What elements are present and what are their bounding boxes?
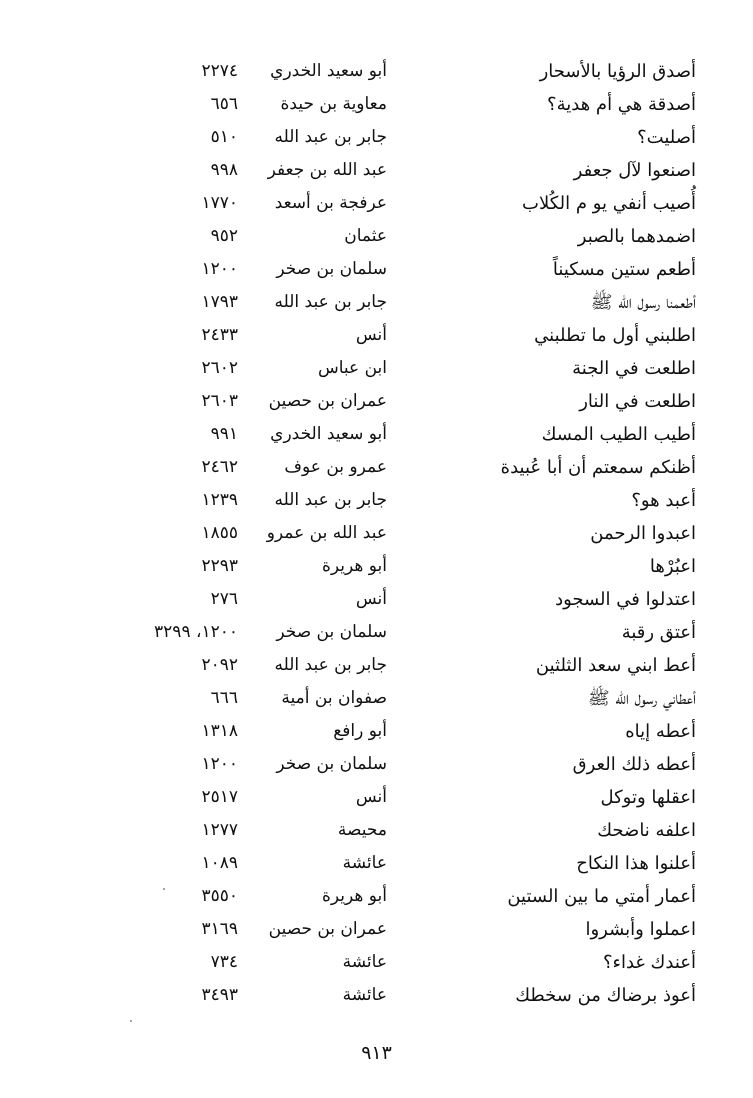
narrator-name: جابر بن عبد الله xyxy=(274,490,387,510)
index-row xyxy=(0,682,753,715)
hadith-number: ٦٥٦ xyxy=(210,94,238,114)
hadith-phrase: أصدقة هي أم هدية؟ xyxy=(547,94,696,115)
hadith-number: ٦٦٦ xyxy=(210,688,238,708)
hadith-number: ١٢٠٠، ٣٢٩٩ xyxy=(154,622,238,642)
hadith-phrase: أعوذ برضاك من سخطك xyxy=(515,985,696,1006)
hadith-number: ٢٦٠٣ xyxy=(201,391,238,411)
narrator-name: ابن عباس xyxy=(317,358,387,378)
hadith-number: ١٢٧٧ xyxy=(201,820,238,840)
index-row xyxy=(0,814,753,847)
hadith-phrase: أعبد هو؟ xyxy=(631,490,696,511)
hadith-phrase: أصليت؟ xyxy=(637,127,696,148)
narrator-name: سلمان بن صخر xyxy=(276,259,387,279)
hadith-number: ٩٩١ xyxy=(210,424,238,444)
narrator-name: عبد الله بن جعفر xyxy=(267,160,387,180)
hadith-phrase: اعبُرْها xyxy=(649,556,696,577)
narrator-name: أبو هريرة xyxy=(321,556,387,576)
hadith-phrase: أعمار أمتي ما بين الستين xyxy=(507,886,696,907)
narrator-name: عمرو بن عوف xyxy=(284,457,387,477)
hadith-number: ٢٤٦٢ xyxy=(201,457,238,477)
narrator-name: سلمان بن صخر xyxy=(276,754,387,774)
narrator-name: عمران بن حصين xyxy=(268,919,387,939)
hadith-phrase: أعطاني رسول الله ﷺ xyxy=(587,688,696,709)
index-row xyxy=(0,517,753,550)
narrator-name: معاوية بن حيدة xyxy=(280,94,387,114)
narrator-name: عبد الله بن عمرو xyxy=(266,523,387,543)
hadith-number: ١٢٠٠ xyxy=(201,754,238,774)
narrator-name: صفوان بن أمية xyxy=(281,688,387,708)
speck xyxy=(130,1020,132,1022)
index-row xyxy=(0,385,753,418)
index-row xyxy=(0,319,753,352)
index-entries xyxy=(0,55,753,1012)
hadith-number: ٩٩٨ xyxy=(210,160,238,180)
hadith-number: ٢٢٩٣ xyxy=(201,556,238,576)
hadith-phrase: اصنعوا لآل جعفر xyxy=(573,160,696,181)
narrator-name: أبو سعيد الخدري xyxy=(270,61,387,81)
index-row xyxy=(0,880,753,913)
hadith-phrase: أعطه إياه xyxy=(625,721,696,742)
hadith-phrase: اعملوا وأبشروا xyxy=(585,919,696,940)
hadith-number: ٩٥٢ xyxy=(210,226,238,246)
index-row xyxy=(0,88,753,121)
index-row xyxy=(0,286,753,319)
hadith-phrase: أصدق الرؤيا بالأسحار xyxy=(539,61,696,82)
narrator-name: جابر بن عبد الله xyxy=(274,292,387,312)
speck xyxy=(163,888,165,890)
hadith-phrase: أطعمنا رسول الله ﷺ xyxy=(590,292,696,313)
narrator-name: أبو رافع xyxy=(333,721,387,741)
hadith-phrase: أطعم ستين مسكيناً xyxy=(552,259,696,280)
index-row xyxy=(0,979,753,1012)
narrator-name: عمران بن حصين xyxy=(268,391,387,411)
hadith-number: ١٨٥٥ xyxy=(201,523,238,543)
narrator-name: أنس xyxy=(355,589,387,609)
index-row xyxy=(0,484,753,517)
index-row xyxy=(0,220,753,253)
hadith-phrase: أعلنوا هذا النكاح xyxy=(576,853,696,874)
hadith-number: ٢٤٣٣ xyxy=(201,325,238,345)
narrator-name: أنس xyxy=(355,787,387,807)
hadith-number: ٣٥٥٠ xyxy=(201,886,238,906)
hadith-phrase: اعقلها وتوكل xyxy=(600,787,696,808)
index-row xyxy=(0,451,753,484)
hadith-number: ٣١٦٩ xyxy=(201,919,238,939)
hadith-number: ١٣١٨ xyxy=(201,721,238,741)
hadith-number: ١٠٨٩ xyxy=(201,853,238,873)
narrator-name: عائشة xyxy=(342,952,387,972)
index-row xyxy=(0,418,753,451)
index-row xyxy=(0,55,753,88)
hadith-phrase: أظنكم سمعتم أن أبا عُبيدة xyxy=(500,457,696,478)
index-row xyxy=(0,550,753,583)
hadith-number: ٢٧٦ xyxy=(210,589,238,609)
hadith-number: ١٧٩٣ xyxy=(201,292,238,312)
index-row xyxy=(0,616,753,649)
narrator-name: عائشة xyxy=(342,985,387,1005)
index-row xyxy=(0,748,753,781)
hadith-phrase: أعتق رقبة xyxy=(621,622,696,643)
narrator-name: عثمان xyxy=(344,226,387,246)
narrator-name: عائشة xyxy=(342,853,387,873)
index-row xyxy=(0,847,753,880)
narrator-name: سلمان بن صخر xyxy=(276,622,387,642)
hadith-phrase: اطلعت في النار xyxy=(579,391,696,412)
index-row xyxy=(0,154,753,187)
narrator-name: عرفجة بن أسعد xyxy=(274,193,387,213)
index-row xyxy=(0,121,753,154)
hadith-number: ٥١٠ xyxy=(210,127,238,147)
page-number: ٩١٣ xyxy=(361,1042,392,1064)
hadith-number: ١٧٧٠ xyxy=(201,193,238,213)
hadith-number: ٣٤٩٣ xyxy=(201,985,238,1005)
index-row xyxy=(0,781,753,814)
index-row xyxy=(0,649,753,682)
hadith-phrase: اعتدلوا في السجود xyxy=(555,589,696,610)
index-row xyxy=(0,253,753,286)
hadith-phrase: أُصيب أنفي يو م الكُلاب xyxy=(522,193,696,214)
index-row xyxy=(0,913,753,946)
hadith-phrase: اطلعت في الجنة xyxy=(572,358,696,379)
hadith-number: ٧٣٤ xyxy=(210,952,238,972)
index-row xyxy=(0,715,753,748)
hadith-phrase: أعندك غداء؟ xyxy=(602,952,696,973)
hadith-number: ٢٥١٧ xyxy=(201,787,238,807)
hadith-phrase: أطيب الطيب المسك xyxy=(541,424,696,445)
index-row xyxy=(0,583,753,616)
narrator-name: محيصة xyxy=(337,820,387,840)
hadith-phrase: اضمدهما بالصبر xyxy=(577,226,696,247)
hadith-number: ١٢٣٩ xyxy=(201,490,238,510)
hadith-phrase: اعلفه ناضحك xyxy=(597,820,696,841)
narrator-name: أنس xyxy=(355,325,387,345)
index-row xyxy=(0,187,753,220)
index-row xyxy=(0,352,753,385)
hadith-phrase: اطلبني أول ما تطلبني xyxy=(534,325,696,346)
hadith-number: ٢٦٠٢ xyxy=(201,358,238,378)
hadith-phrase: أعطه ذلك العرق xyxy=(572,754,696,775)
narrator-name: جابر بن عبد الله xyxy=(274,127,387,147)
narrator-name: أبو سعيد الخدري xyxy=(270,424,387,444)
index-row xyxy=(0,946,753,979)
narrator-name: أبو هريرة xyxy=(321,886,387,906)
narrator-name: جابر بن عبد الله xyxy=(274,655,387,675)
hadith-number: ١٢٠٠ xyxy=(201,259,238,279)
hadith-number: ٢٠٩٢ xyxy=(201,655,238,675)
hadith-phrase: اعبدوا الرحمن xyxy=(590,523,696,544)
hadith-number: ٢٢٧٤ xyxy=(201,61,238,81)
hadith-phrase: أعط ابني سعد الثلثين xyxy=(535,655,696,676)
